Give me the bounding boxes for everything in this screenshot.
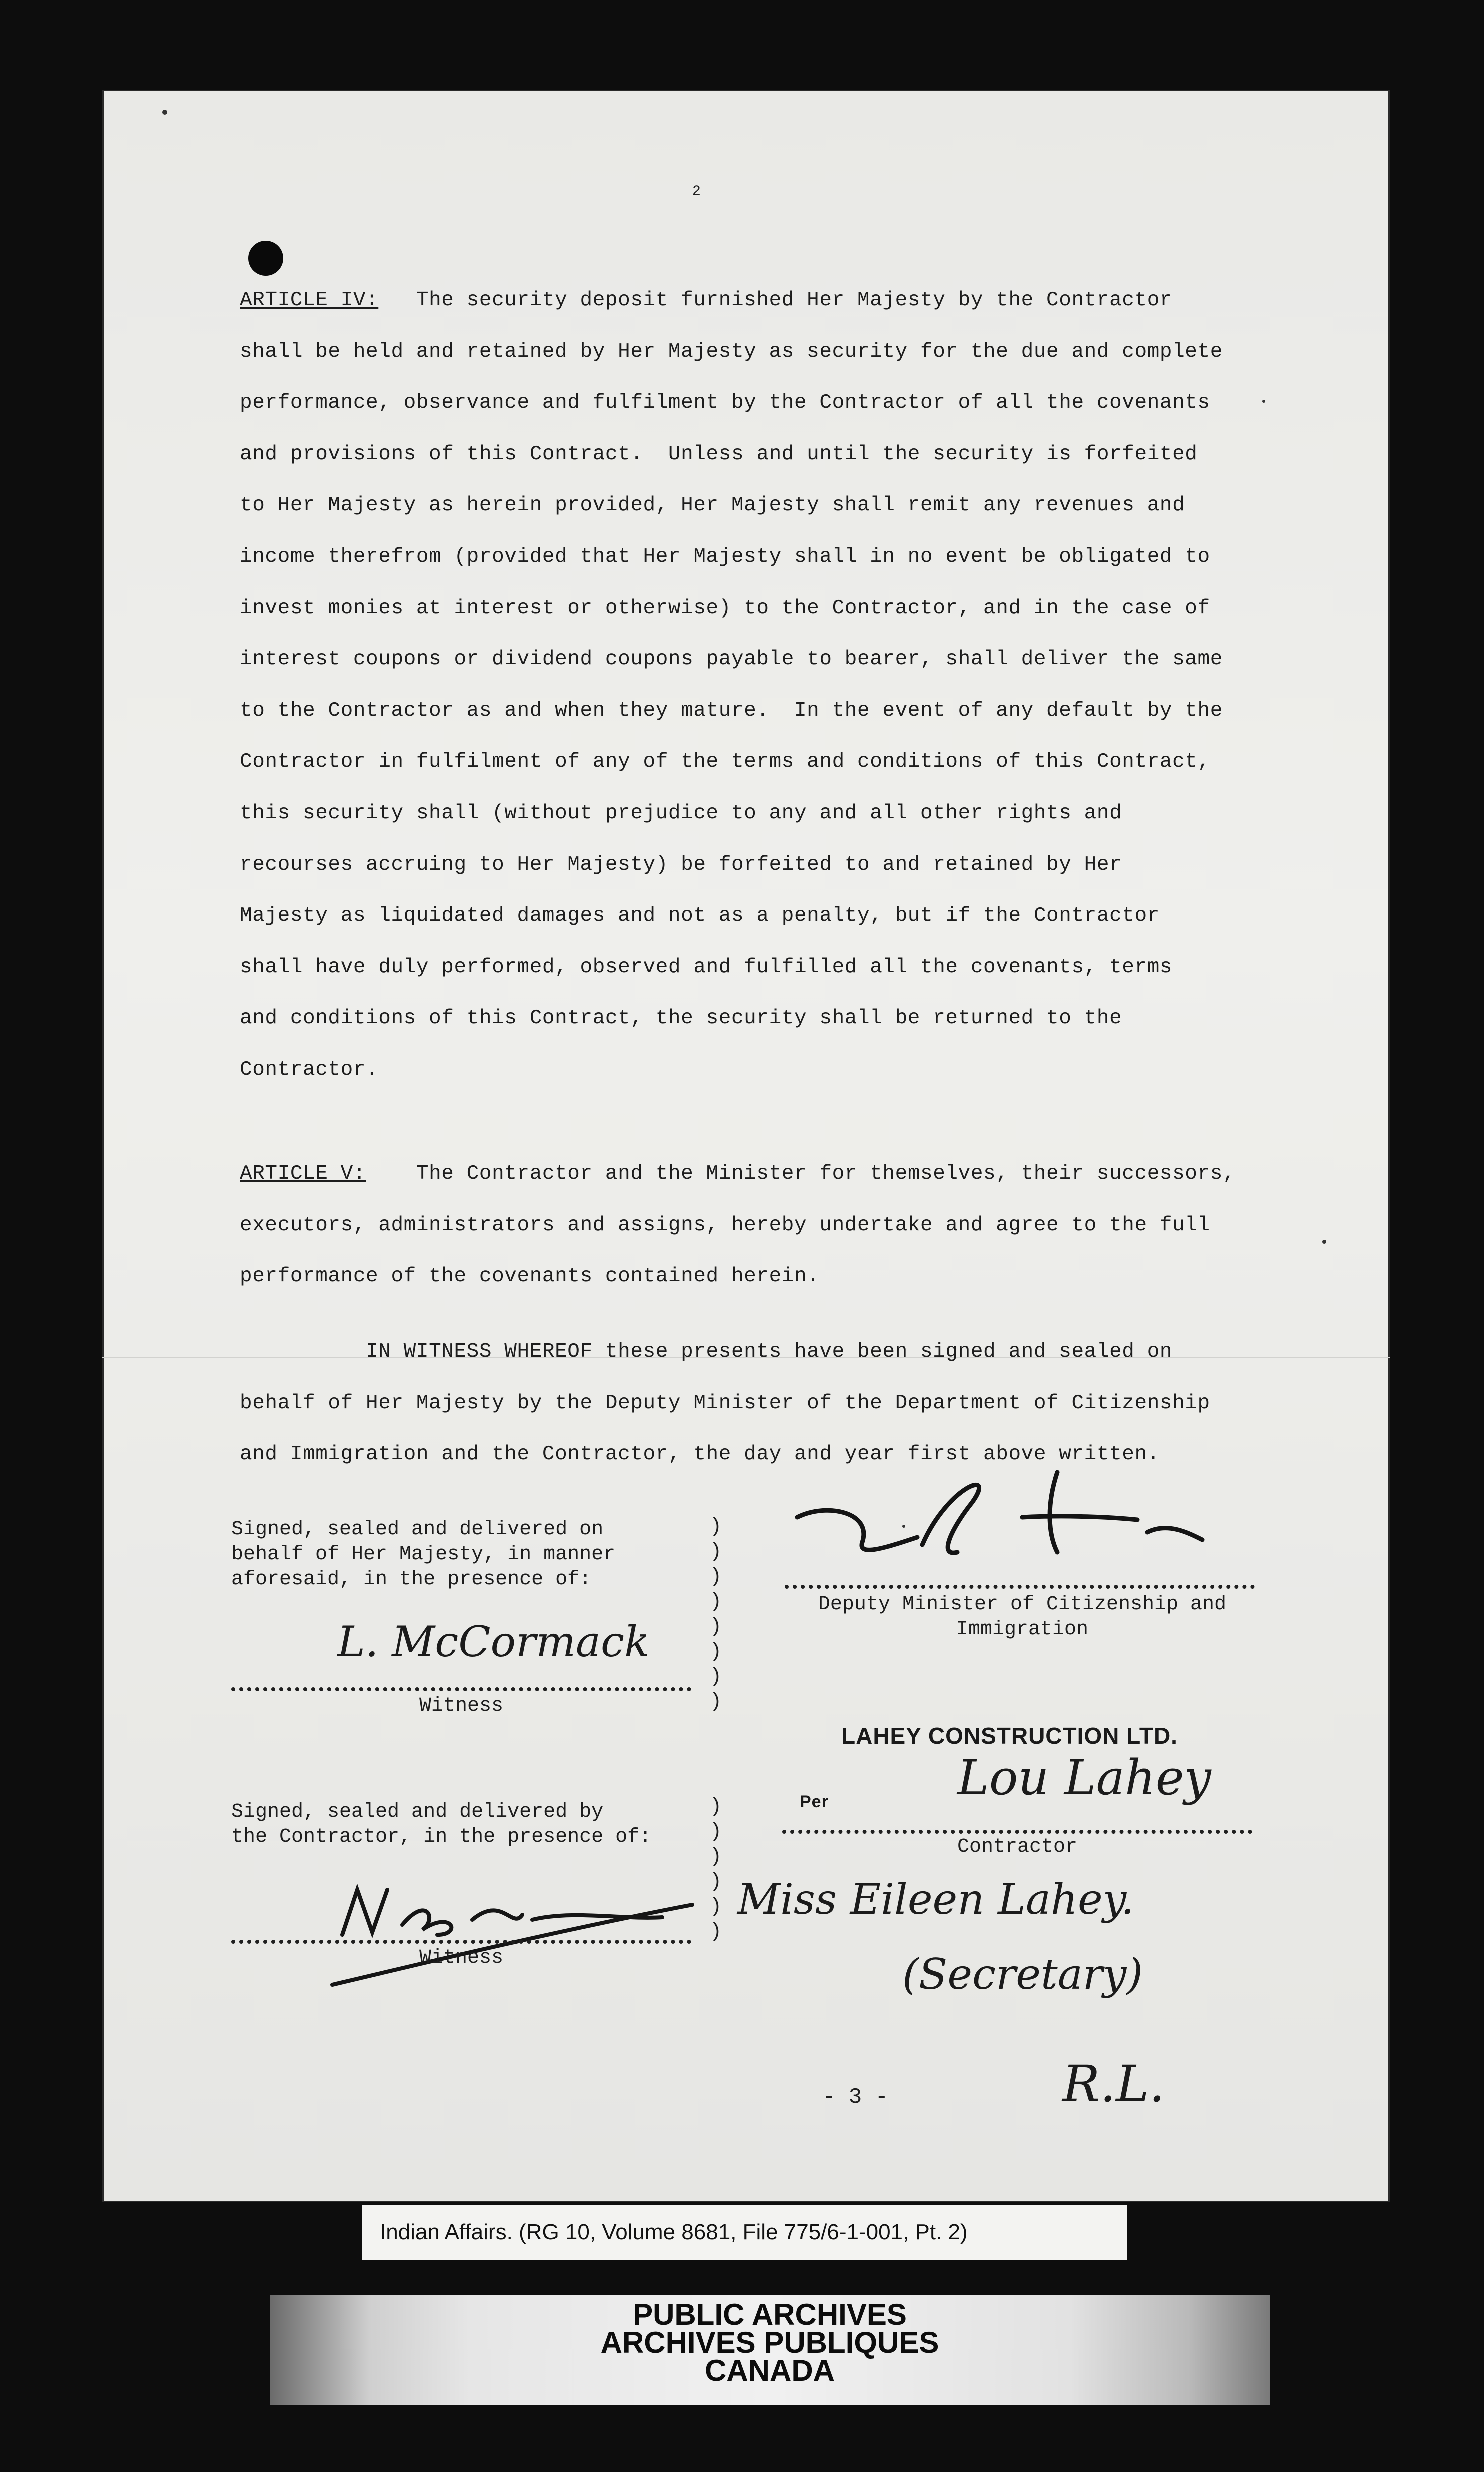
archive-line-3: CANADA bbox=[705, 2354, 835, 2388]
punch-hole bbox=[248, 241, 284, 276]
archive-strip bbox=[270, 2295, 1270, 2405]
witness-line-1 bbox=[232, 1688, 692, 1692]
article-v-text: The Contractor and the Minister for themselves, their successors, executors, administrators and assigns, hereby undertake and agree to the full performance of the covenants contained herein. bbox=[240, 1162, 1236, 1288]
speck bbox=[1262, 400, 1266, 403]
handwritten-name: Miss Eileen Lahey. bbox=[738, 1875, 1134, 1924]
deputy-minister-signature bbox=[788, 1458, 1312, 1572]
article-v bbox=[240, 1148, 1355, 1302]
page-number: - 3 - bbox=[822, 2085, 889, 2110]
witness-signature-1: L. McCormack bbox=[338, 1618, 650, 1666]
archive-line-2: ARCHIVES PUBLIQUES bbox=[600, 2326, 940, 2360]
witness-clause: IN WITNESS WHEREOF these presents have been signed and sealed on behalf of Her Majesty by the Deputy Minister of the Department of Citizenship and Immigration and the Contractor, the day and year first above written. bbox=[240, 1340, 1210, 1466]
witness-signature-2 bbox=[312, 1875, 762, 1990]
article-v-heading: ARTICLE V: bbox=[240, 1162, 366, 1186]
signature-block-her-majesty: Signed, sealed and delivered on behalf of Her Majesty, in manner aforesaid, in the presence of: bbox=[232, 1518, 616, 1591]
article-iv-heading: ARTICLE IV: bbox=[240, 289, 379, 312]
speck bbox=[1322, 1240, 1326, 1244]
per-label: Per bbox=[800, 1792, 829, 1812]
speck bbox=[162, 110, 168, 115]
witness-caption-2: Witness bbox=[419, 1947, 504, 1970]
bracket-column-2: ) ) ) ) ) ) bbox=[710, 1796, 722, 1944]
archive-line-1: PUBLIC ARCHIVES bbox=[633, 2298, 907, 2332]
speck bbox=[902, 1525, 906, 1528]
witness-line-2 bbox=[232, 1940, 692, 1944]
deputy-minister-line bbox=[785, 1585, 1255, 1589]
archive-text bbox=[270, 2298, 1270, 2388]
article-iv-text: The security deposit furnished Her Majesty by the Contractor shall be held and retained by Her Majesty as security for the due and complete performance, observance and fulfilment by the Contractor of all the covenants and provisions of this Contract. Unless and until the security is forfeited to Her Majesty as herein provided, Her Majesty shall remit any revenues and income therefrom (provided that Her Majesty shall in no event be obligated to invest monies at interest or otherwise) to the Contractor, and in the case of interest coupons or dividend coupons payable to bearer, shall deliver the same to the Contractor as and when they mature. In the event of any default by the Contractor in fulfilment of any of the terms and conditions of this Contract, this security shall (without prejudice to any and all other rights and recourses accruing to Her Majesty) be forfeited to and retained by Her Majesty as liquidated damages and not as a penalty, but if the Contractor shall have duly performed, observed and fulfilled all the covenants, terms and conditions of this Contract, the security shall be returned to the Contractor. bbox=[240, 289, 1223, 1082]
document-page bbox=[102, 90, 1390, 2202]
company-stamp: LAHEY CONSTRUCTION LTD. bbox=[842, 1723, 1178, 1749]
contractor-line bbox=[782, 1830, 1252, 1834]
contractor-signature: Lou Lahey bbox=[958, 1750, 1212, 1806]
signature-block-contractor: Signed, sealed and delivered by the Contractor, in the presence of: bbox=[232, 1801, 652, 1848]
witness-caption-1: Witness bbox=[419, 1695, 504, 1718]
article-iv bbox=[240, 275, 1355, 1096]
contractor-caption: Contractor bbox=[957, 1836, 1078, 1858]
handwritten-initials: R.L. bbox=[1062, 2055, 1166, 2114]
page-mark: 2 bbox=[692, 184, 701, 200]
deputy-minister-caption: Deputy Minister of Citizenship and Immigration bbox=[818, 1594, 1227, 1641]
reference-label: Indian Affairs. (RG 10, Volume 8681, File 775/6-1-001, Pt. 2) bbox=[362, 2205, 1128, 2260]
handwritten-title: (Secretary) bbox=[902, 1950, 1144, 1999]
bracket-column-1: ) ) ) ) ) ) ) ) bbox=[710, 1516, 722, 1714]
